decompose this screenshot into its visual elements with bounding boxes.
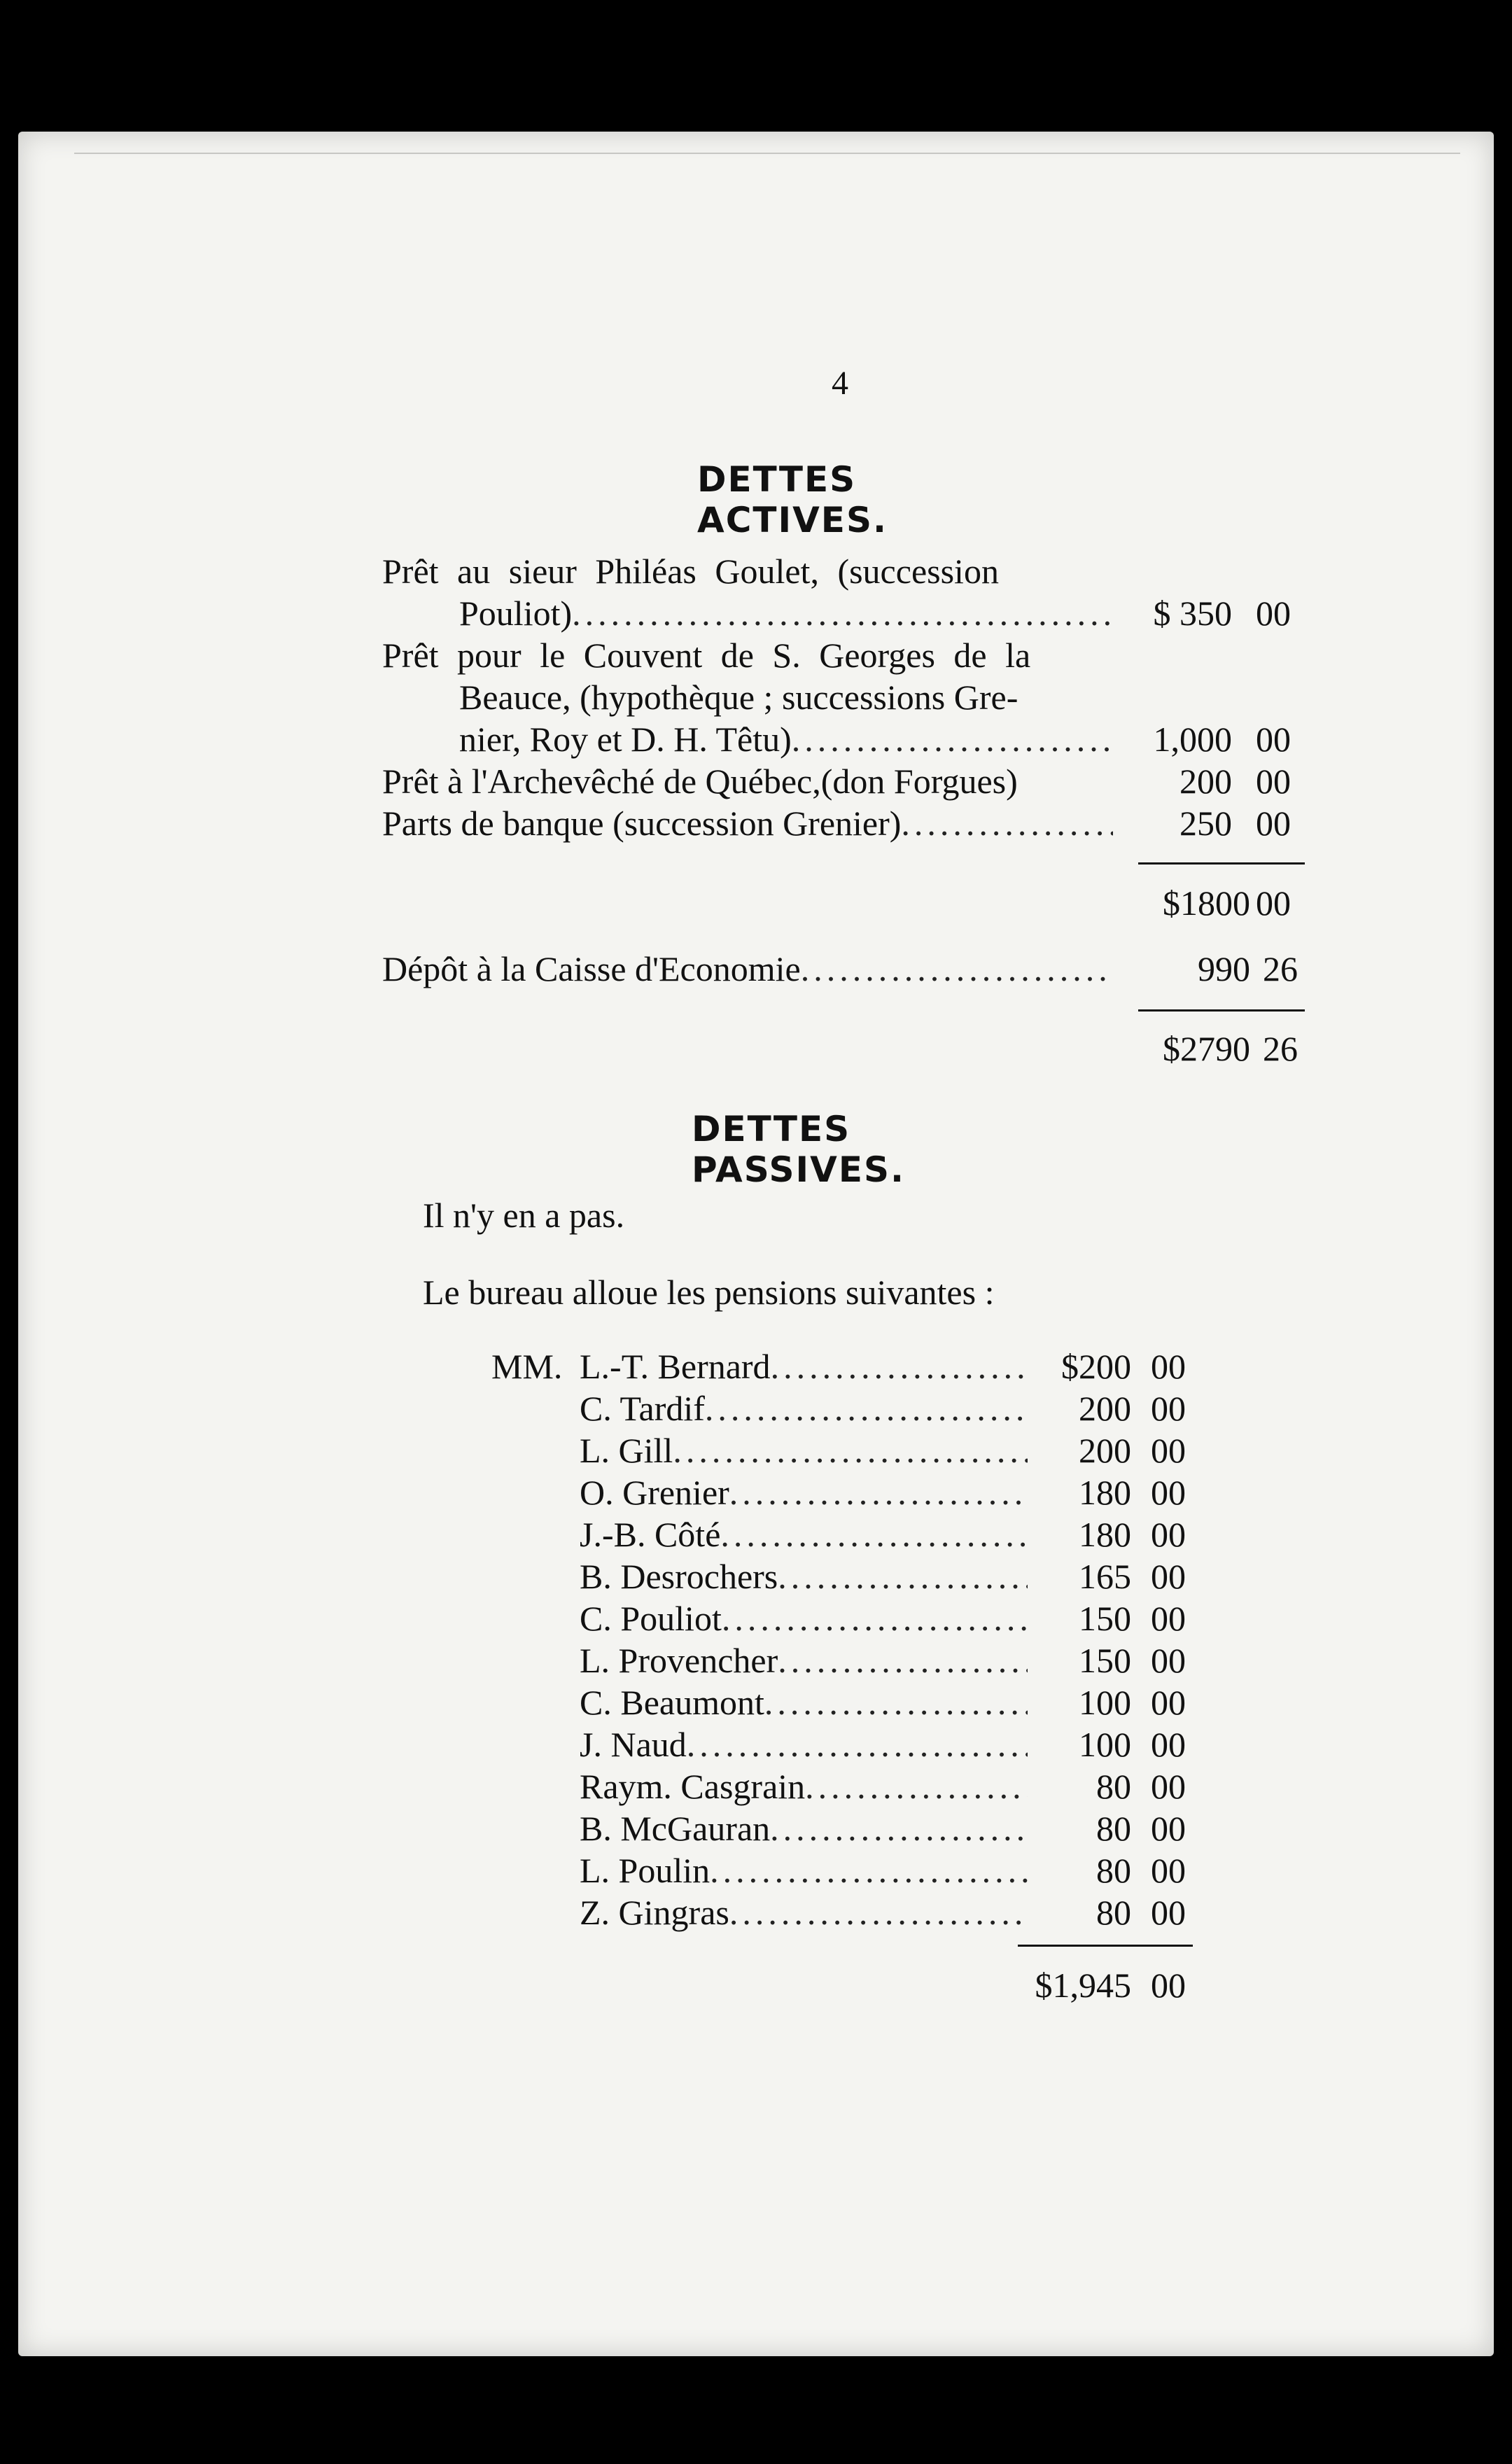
leader-dots [801, 948, 1113, 990]
actives-item-1-text-2: Pouliot) [459, 594, 573, 633]
pension-dollars: 80 [1096, 1893, 1131, 1932]
pensions-total-dollars: $1,945 [1035, 1966, 1131, 2005]
pension-row [580, 1849, 1028, 1891]
actives-item-1-text-1: Prêt au sieur Philéas Goulet, (succession [382, 552, 999, 591]
leader-dots [720, 1513, 1028, 1555]
leader-dots [710, 1849, 1028, 1891]
actives-item-4-text-1: Parts de banque (succession Grenier) [382, 804, 902, 843]
actives-total-cents: 26 [1263, 1029, 1298, 1068]
pension-row [580, 1723, 1028, 1765]
pensions-total-cents: 00 [1151, 1966, 1186, 2005]
leader-dots [687, 1723, 1028, 1765]
pension-dollars: $200 [1061, 1347, 1131, 1386]
leader-dots [778, 1639, 1028, 1681]
page-number: 4 [832, 365, 848, 402]
actives-item-1-dollars: $ 350 [1153, 594, 1232, 633]
leader-dots [792, 718, 1113, 760]
actives-deposit-dollars: 990 [1198, 949, 1250, 988]
pension-name: C. Tardif [580, 1389, 705, 1428]
pension-dollars: 80 [1096, 1809, 1131, 1848]
leader-dots [729, 1891, 1028, 1933]
pension-cents: 00 [1151, 1599, 1186, 1638]
heading-dettes-actives: DETTES ACTIVES. [697, 459, 888, 540]
pension-name: L. Poulin [580, 1851, 710, 1890]
actives-deposit-label: Dépôt à la Caisse d'Economie [382, 949, 801, 988]
leader-dots [770, 1807, 1028, 1849]
pension-row [580, 1345, 1028, 1387]
pension-cents: 00 [1151, 1725, 1186, 1764]
pension-name: L. Provencher [580, 1641, 778, 1680]
pension-row [580, 1555, 1028, 1597]
pension-row [580, 1597, 1028, 1639]
passives-none-text: Il n'y en a pas. [423, 1196, 625, 1235]
pension-dollars: 150 [1079, 1641, 1131, 1680]
pension-name: J. Naud [580, 1725, 687, 1764]
passives-intro: Le bureau alloue les pensions suivantes : [423, 1273, 995, 1312]
pension-name: L.-T. Bernard [580, 1347, 771, 1386]
pension-dollars: 150 [1079, 1599, 1131, 1638]
pension-row [580, 1639, 1028, 1681]
actives-item-1-line-2 [459, 592, 1113, 634]
pension-cents: 00 [1151, 1389, 1186, 1428]
subtotal-rule [1138, 862, 1305, 864]
pension-cents: 00 [1151, 1641, 1186, 1680]
leader-dots [764, 1681, 1028, 1723]
actives-subtotal-cents: 00 [1256, 883, 1291, 923]
leader-dots [805, 1765, 1028, 1807]
leader-dots [778, 1555, 1028, 1597]
pension-name: B. Desrochers [580, 1557, 778, 1596]
pension-dollars: 165 [1079, 1557, 1131, 1596]
pension-cents: 00 [1151, 1557, 1186, 1596]
pension-cents: 00 [1151, 1347, 1186, 1386]
pensions-prefix: MM. [491, 1347, 563, 1386]
pension-dollars: 100 [1079, 1725, 1131, 1764]
leader-dots [901, 802, 1113, 844]
actives-item-4-cents: 00 [1256, 804, 1291, 843]
actives-item-4-line-1 [382, 802, 1113, 844]
pension-dollars: 80 [1096, 1767, 1131, 1806]
pension-dollars: 180 [1079, 1515, 1131, 1554]
actives-item-2-text-1: Prêt pour le Couvent de S. Georges de la [382, 636, 1031, 675]
pension-dollars: 200 [1079, 1389, 1131, 1428]
pension-row [580, 1891, 1028, 1933]
pension-cents: 00 [1151, 1473, 1186, 1512]
page-edge-line [74, 153, 1460, 154]
pension-name: B. McGauran [580, 1809, 771, 1848]
total-rule [1138, 1009, 1305, 1011]
actives-item-3-cents: 00 [1256, 762, 1291, 801]
leader-dots [722, 1597, 1028, 1639]
actives-item-2-text-2: Beauce, (hypothèque ; successions Gre- [459, 678, 1018, 717]
leader-dots [705, 1387, 1028, 1429]
actives-item-1-cents: 00 [1256, 594, 1291, 633]
actives-item-1-line-1 [382, 550, 1103, 592]
pension-cents: 00 [1151, 1809, 1186, 1848]
actives-item-2-dollars: 1,000 [1153, 720, 1232, 759]
leader-dots [771, 1345, 1028, 1387]
pension-dollars: 100 [1079, 1683, 1131, 1722]
pensions-total-rule [1018, 1945, 1193, 1947]
pension-name: J.-B. Côté [580, 1515, 721, 1554]
actives-item-2-cents: 00 [1256, 720, 1291, 759]
actives-item-3-text-1: Prêt à l'Archevêché de Québec,(don Forgues) [382, 762, 1018, 801]
pension-row [580, 1429, 1028, 1471]
pension-row [580, 1765, 1028, 1807]
pension-row [580, 1513, 1028, 1555]
pension-cents: 00 [1151, 1431, 1186, 1470]
actives-deposit-cents: 26 [1263, 949, 1298, 988]
pension-name: O. Grenier [580, 1473, 729, 1512]
actives-item-2-line-3 [459, 718, 1113, 760]
pension-cents: 00 [1151, 1683, 1186, 1722]
actives-item-2-text-3: nier, Roy et D. H. Têtu) [459, 720, 792, 759]
pension-row [580, 1471, 1028, 1513]
pension-name: C. Pouliot [580, 1599, 722, 1638]
leader-dots [673, 1429, 1028, 1471]
actives-total-dollars: $2790 [1163, 1029, 1250, 1068]
pension-cents: 00 [1151, 1893, 1186, 1932]
actives-item-3-dollars: 200 [1180, 762, 1232, 801]
pension-row [580, 1807, 1028, 1849]
pension-cents: 00 [1151, 1767, 1186, 1806]
pension-name: Z. Gingras [580, 1893, 729, 1932]
actives-subtotal-dollars: $1800 [1163, 883, 1250, 923]
leader-dots [729, 1471, 1028, 1513]
leader-dots [572, 592, 1113, 634]
pension-row [580, 1387, 1028, 1429]
actives-item-2-line-1 [382, 634, 1103, 676]
heading-dettes-passives: DETTES PASSIVES. [692, 1109, 905, 1190]
pension-name: L. Gill [580, 1431, 673, 1470]
pension-dollars: 180 [1079, 1473, 1131, 1512]
actives-item-2-line-2 [459, 676, 1113, 718]
actives-deposit-line [382, 948, 1113, 990]
pension-dollars: 200 [1079, 1431, 1131, 1470]
actives-item-4-dollars: 250 [1180, 804, 1232, 843]
pension-name: Raym. Casgrain [580, 1767, 806, 1806]
pension-cents: 00 [1151, 1851, 1186, 1890]
pension-name: C. Beaumont [580, 1683, 764, 1722]
actives-item-3-line-1 [382, 760, 1117, 802]
pension-row [580, 1681, 1028, 1723]
pension-cents: 00 [1151, 1515, 1186, 1554]
pension-dollars: 80 [1096, 1851, 1131, 1890]
